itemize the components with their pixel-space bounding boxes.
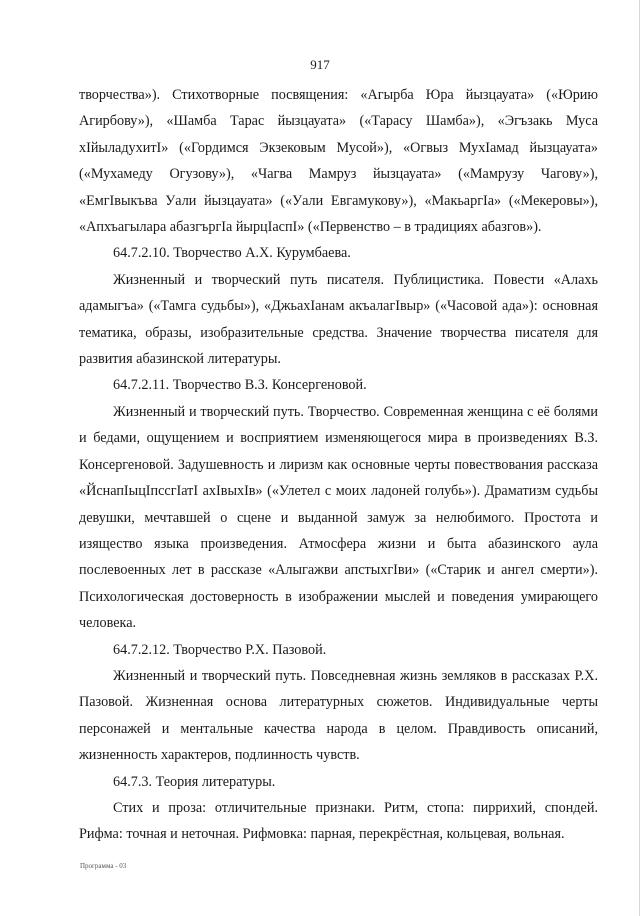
paragraph-kurumbaev: Жизненный и творческий путь писателя. Публицистика. Повести «Алахь адамыгъа» («Тамга судьбы»), «ДжьахIанам акъалагIвыр» («Часовой ада»): основная тематика, образы, изобразительные средства. Значение творчества писателя для развития абазинской литературы. (79, 271, 598, 368)
paragraph-konsergenova: Жизненный и творческий путь. Творчество. Современная женщина с её болями и бедами, ощущением и восприятием изменяющегося мира в произведениях В.З. Консергеновой. Задушевность и лиризм как основные черты повествования рассказа «ЙснапIыцIпсcгIатI ахIвыхIв» («Улетел с моих ладоней голубь»). Драматизм судьбы девушки, мечтавшей о сцене и выданной замуж за нелюбимого. Простота и изящество языка произведения. Атмосфера жизни и быта абазинского аула послевоенных лет в рассказе «Алыгажви апстыхгIви» («Старик и ангел смерти»). Психологическая достоверность в изображении мыслей и поведения умирающего человека. (79, 403, 598, 632)
section-heading-64-7-2-10: 64.7.2.10. Творчество А.Х. Курумбаева. (113, 245, 351, 262)
section-heading-64-7-3: 64.7.3. Теория литературы. (113, 773, 276, 790)
section-heading-64-7-2-11: 64.7.2.11. Творчество В.З. Консергеновой. (113, 377, 367, 394)
page-footer: Программа - 03 (80, 862, 127, 870)
page-number: 917 (310, 57, 330, 72)
paragraph-theory: Стих и проза: отличительные признаки. Ритм, стопа: пиррихий, спондей. Рифма: точная и неточная. Рифмовка: парная, перекрёстная, кольцевая, вольная. (79, 799, 598, 843)
section-heading-64-7-2-12: 64.7.2.12. Творчество Р.Х. Пазовой. (113, 641, 327, 658)
document-body (79, 82, 598, 848)
paragraph-pazova: Жизненный и творческий путь. Повседневная жизнь земляков в рассказах Р.Х. Пазовой. Жизненная основа литературных сюжетов. Индивидуальные черты персонажей и ментальные качества народа в целом. Правдивость описаний, жизненность характеров, подлинность чувств. (79, 667, 598, 764)
paragraph-continuation: творчества»). Стихотворные посвящения: «Агырба Юра йызцауата» («Юрию Агирбову»), «Шамба Тарас йызцауата» («Тарасу Шамба»), «Эгъзакь Муса хIйыладухитI» («Гордимся Экзековым Мусой»), «Огвыз МухIамад йызцауата» («Мухамеду Огузову»), «Чагва Мамруз йызцауата» («Мамрузу Чагову»), «ЕмгIвыкъва Уали йызцауата» («Уали Евгамукову»), «МакьаргIа» («Мекеровы»), «Апхъагылара абазгъргIа йырцIаспI» («Первенство – в традициях абазгов»). (79, 87, 598, 236)
